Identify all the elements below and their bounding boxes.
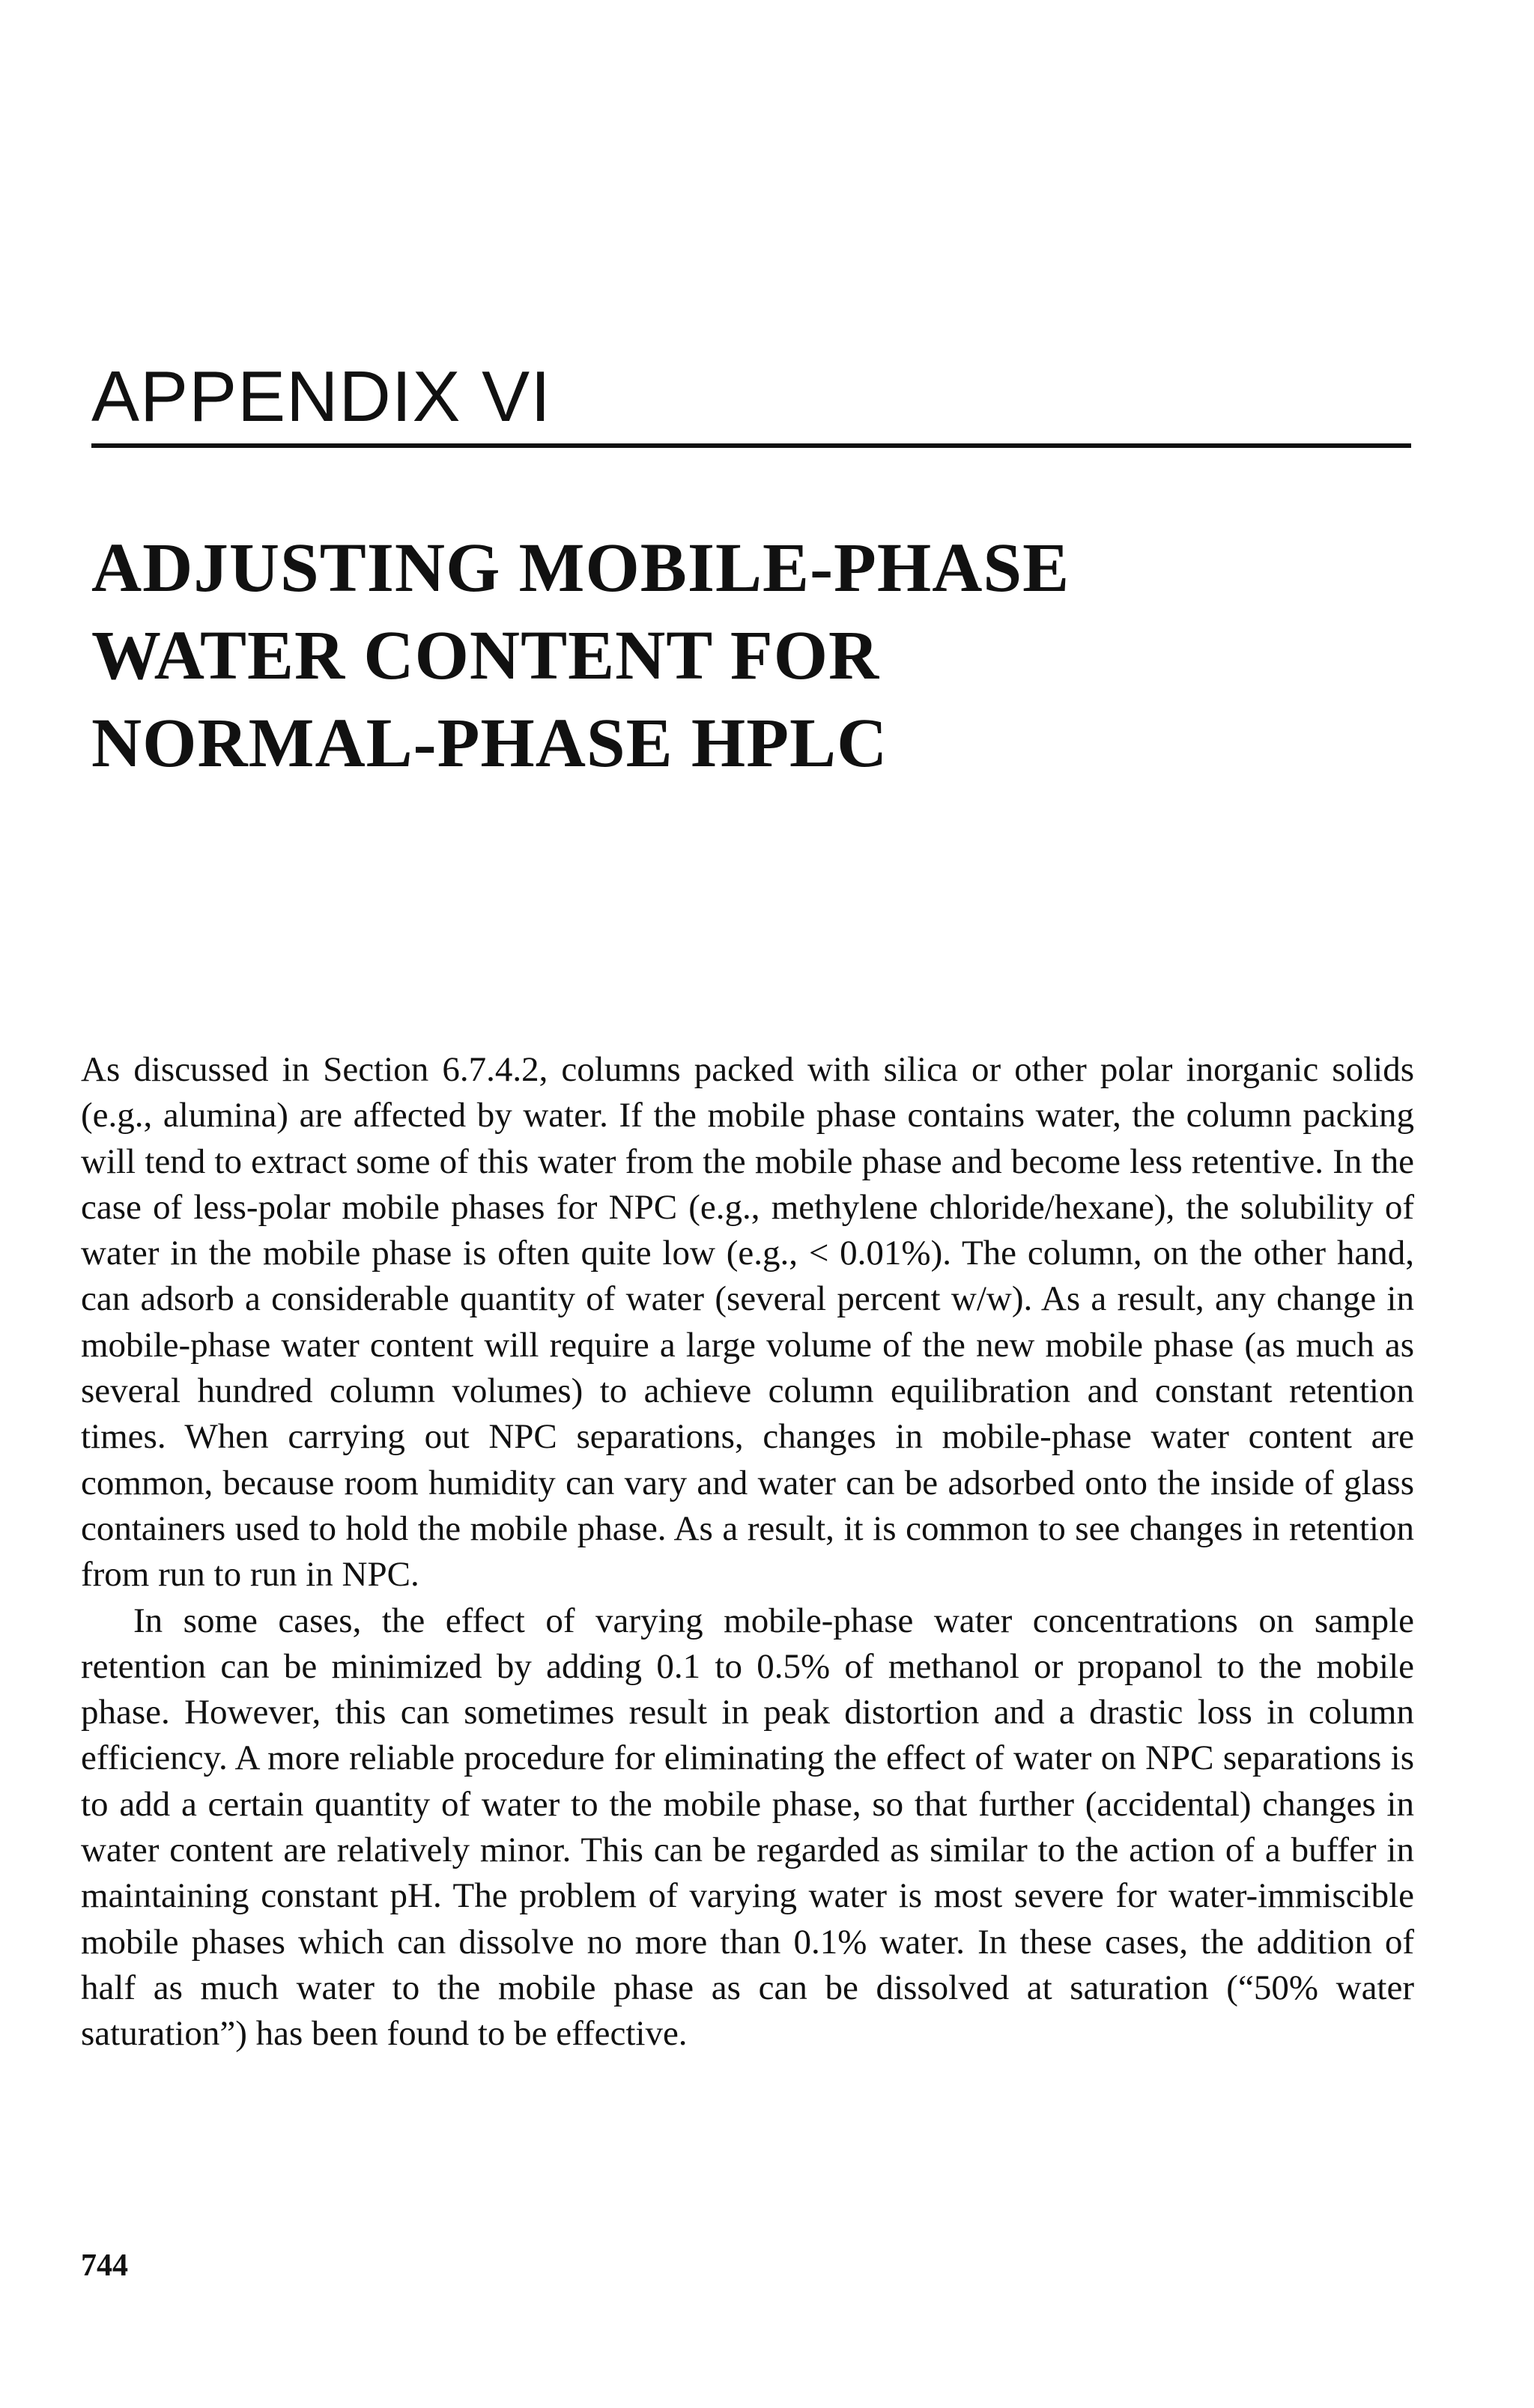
chapter-title-line: WATER CONTENT FOR [91,617,880,694]
body-text [81,1047,1414,2057]
page-number: 744 [81,2248,128,2283]
paragraph: In some cases, the effect of varying mobile-phase water concentrations on sample retention can be minimized by adding 0.1 to 0.5% of methanol or propanol to the mobile phase. However, this can sometimes result in peak distortion and a drastic loss in column efficiency. A more reliable procedure for eliminating the effect of water on NPC separations is to add a certain quantity of water to the mobile phase, so that further (accidental) changes in water content are relatively minor. This can be regarded as similar to the action of a buffer in maintaining constant pH. The problem of varying water is most severe for water-immiscible mobile phases which can dissolve no more than 0.1% water. In these cases, the addition of half as much water to the mobile phase as can be dissolved at saturation (“50% water saturation”) has been found to be effective. [81,1601,1414,2054]
title-rule [91,443,1411,448]
chapter-title-line: ADJUSTING MOBILE-PHASE [91,530,1070,607]
appendix-label: APPENDIX VI [91,357,551,437]
paragraph: As discussed in Section 6.7.4.2, columns packed with silica or other polar inorganic solids (e.g., alumina) are affected by water. If the mobile phase contains water, the column packing will tend to extract some of this water from the mobile phase and become less retentive. In the case of less-polar mobile phases for NPC (e.g., methylene chloride/hexane), the solubility of water in the mobile phase is often quite low (e.g., < 0.01%). The column, on the other hand, can adsorb a considerable quantity of water (several percent w/w). As a result, any change in mobile-phase water content will require a large volume of the new mobile phase (as much as several hundred column volumes) to achieve column equilibration and constant retention times. When carrying out NPC separations, changes in mobile-phase water content are common, because room humidity can vary and water can be adsorbed onto the inside of glass containers used to hold the mobile phase. As a result, it is common to see changes in retention from run to run in NPC. [81,1050,1414,1595]
chapter-title [91,524,1070,787]
chapter-title-line: NORMAL-PHASE HPLC [91,705,888,782]
